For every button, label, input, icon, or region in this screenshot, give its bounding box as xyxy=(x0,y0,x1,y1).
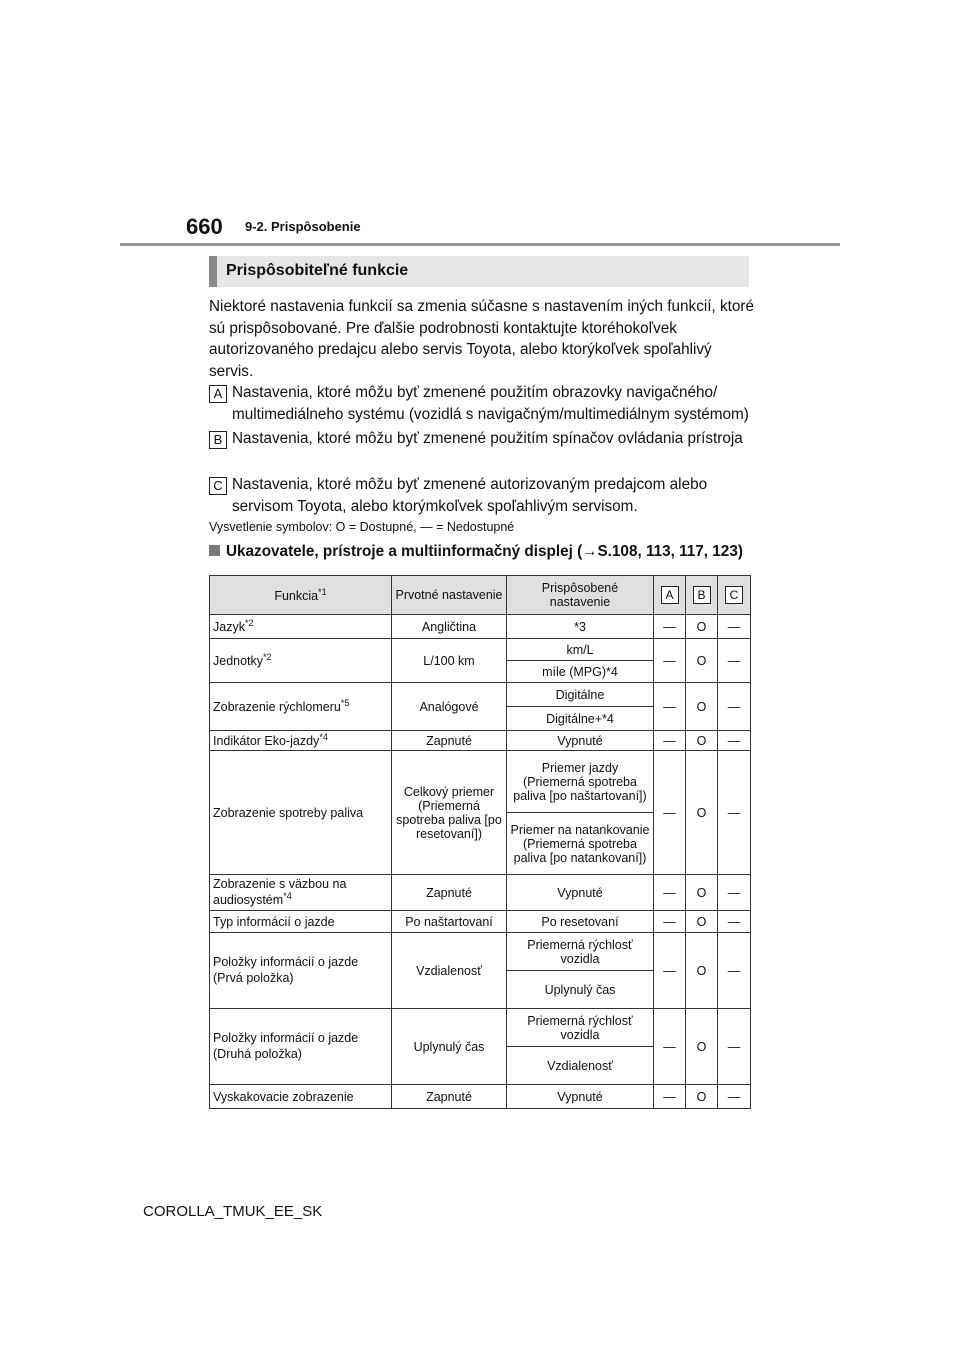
cell-b: O xyxy=(686,1009,718,1085)
table-row xyxy=(210,751,751,813)
cell-b: O xyxy=(686,683,718,731)
section-title: 9-2. Prispôsobenie xyxy=(245,219,361,234)
table-row xyxy=(210,639,751,661)
heading-bar xyxy=(209,256,217,287)
cell-c: — xyxy=(718,933,751,1009)
cell-custom: Vypnuté xyxy=(507,875,654,911)
table-header-row xyxy=(210,576,751,615)
cell-b: O xyxy=(686,615,718,639)
square-bullet-icon xyxy=(209,545,220,556)
list-item-b xyxy=(209,428,754,450)
cell-a: — xyxy=(654,683,686,731)
cell-function: Zobrazenie s väzbou na audiosystém$^{*4}$ xyxy=(210,875,392,911)
cell-a: — xyxy=(654,933,686,1009)
cell-a: — xyxy=(654,751,686,875)
cell-custom: Digitálne xyxy=(507,683,654,707)
cell-custom: km/L xyxy=(507,639,654,661)
subheading-text: Ukazovatele, prístroje a multiinformačný displej (→S.108, 113, 117, 123) xyxy=(226,543,743,560)
table-row xyxy=(210,1009,751,1047)
settings-table xyxy=(209,575,751,1109)
list-item-text: Nastavenia, ktoré môžu byť zmenené autorizovaným predajcom alebo servisom Toyota, alebo ktorýmkoľvek spoľahlivým servisom. xyxy=(232,476,708,515)
cell-default: Zapnuté xyxy=(392,731,507,751)
cell-custom: Priemer na natankovanie (Priemerná spotreba paliva [po natankovaní]) xyxy=(507,813,654,875)
table-row xyxy=(210,1085,751,1109)
cell-function: Položky informácií o jazde (Druhá položka) xyxy=(210,1009,392,1085)
cell-custom: Vypnuté xyxy=(507,731,654,751)
cell-a: — xyxy=(654,875,686,911)
cell-b: O xyxy=(686,1085,718,1109)
cell-c: — xyxy=(718,615,751,639)
cell-c: — xyxy=(718,731,751,751)
subheading xyxy=(209,543,743,561)
cell-function: Jednotky$^{*2}$ xyxy=(210,639,392,683)
table-row xyxy=(210,911,751,933)
cell-custom: Priemerná rýchlosť vozidla xyxy=(507,1009,654,1047)
cell-c: — xyxy=(718,639,751,683)
section-heading: Prispôsobiteľné funkcie xyxy=(226,262,409,279)
cell-function: Indikátor Eko-jazdy$^{*4}$ xyxy=(210,731,392,751)
list-item-a xyxy=(209,382,754,425)
cell-custom: Priemer jazdy (Priemerná spotreba paliva [po naštartovaní]) xyxy=(507,751,654,813)
cell-b: O xyxy=(686,751,718,875)
cell-c: — xyxy=(718,751,751,875)
cell-function: Jazyk$^{*2}$ xyxy=(210,615,392,639)
col-function: Funkcia$^{*1}$ xyxy=(210,576,392,615)
cell-default: Zapnuté xyxy=(392,1085,507,1109)
cell-custom: Uplynulý čas xyxy=(507,971,654,1009)
table-body xyxy=(210,615,751,1109)
cell-default: Zapnuté xyxy=(392,875,507,911)
col-b: B xyxy=(686,576,718,615)
intro-paragraph: Niektoré nastavenia funkcií sa zmenia súčasne s nastavením iných funkcií, ktoré sú prispôsobované. Pre ďalšie podrobnosti kontaktujte ktoréhokoľvek autorizovaného predajcu alebo servis Toyota, alebo ktorýkoľvek spoľahlivý servis. xyxy=(209,298,755,380)
cell-custom: Vzdialenosť xyxy=(507,1047,654,1085)
list-item-text: Nastavenia, ktoré môžu byť zmenené použitím obrazovky navigačného/ multimediálneho systému (vozidlá s navigačným/multimediálnym systémom) xyxy=(232,384,749,423)
cell-c: — xyxy=(718,1085,751,1109)
cell-default: Uplynulý čas xyxy=(392,1009,507,1085)
table-row xyxy=(210,933,751,971)
page-number: 660 xyxy=(186,214,223,239)
cell-b: O xyxy=(686,731,718,751)
cell-function: Zobrazenie spotreby paliva xyxy=(210,751,392,875)
table-row xyxy=(210,875,751,911)
cell-a: — xyxy=(654,911,686,933)
col-default: Prvotné nastavenie xyxy=(392,576,507,615)
cell-custom: Priemerná rýchlosť vozidla xyxy=(507,933,654,971)
cell-a: — xyxy=(654,1085,686,1109)
cell-c: — xyxy=(718,911,751,933)
cell-function: Zobrazenie rýchlomeru$^{*5}$ xyxy=(210,683,392,731)
cell-function: Vyskakovacie zobrazenie xyxy=(210,1085,392,1109)
cell-default: Celkový priemer (Priemerná spotreba paliva [po resetovaní]) xyxy=(392,751,507,875)
label-b: B xyxy=(209,431,227,449)
label-c: C xyxy=(209,477,227,495)
cell-a: — xyxy=(654,639,686,683)
table-row xyxy=(210,615,751,639)
cell-default: Po naštartovaní xyxy=(392,911,507,933)
cell-default: Analógové xyxy=(392,683,507,731)
cell-b: O xyxy=(686,875,718,911)
cell-custom: míle (MPG)*4 xyxy=(507,661,654,683)
list-item-c xyxy=(209,474,754,517)
cell-custom: Digitálne+*4 xyxy=(507,707,654,731)
cell-c: — xyxy=(718,875,751,911)
col-a: A xyxy=(654,576,686,615)
list-item-text: Nastavenia, ktoré môžu byť zmenené použitím spínačov ovládania prístroja xyxy=(232,430,743,447)
label-a: A xyxy=(209,385,227,403)
cell-default: Vzdialenosť xyxy=(392,933,507,1009)
cell-default: Angličtina xyxy=(392,615,507,639)
cell-b: O xyxy=(686,911,718,933)
table-row xyxy=(210,683,751,707)
footer-code: COROLLA_TMUK_EE_SK xyxy=(143,1203,323,1220)
cell-a: — xyxy=(654,615,686,639)
cell-a: — xyxy=(654,731,686,751)
cell-function: Typ informácií o jazde xyxy=(210,911,392,933)
cell-function: Položky informácií o jazde (Prvá položka) xyxy=(210,933,392,1009)
cell-a: — xyxy=(654,1009,686,1085)
col-custom: Prispôsobené nastavenie xyxy=(507,576,654,615)
section-heading-box xyxy=(209,256,749,287)
symbol-legend: Vysvetlenie symbolov: O = Dostupné, — = Nedostupné xyxy=(209,520,515,534)
cell-custom: Po resetovaní xyxy=(507,911,654,933)
cell-c: — xyxy=(718,1009,751,1085)
col-c: C xyxy=(718,576,751,615)
cell-b: O xyxy=(686,933,718,1009)
cell-b: O xyxy=(686,639,718,683)
cell-custom: Vypnuté xyxy=(507,1085,654,1109)
cell-default: L/100 km xyxy=(392,639,507,683)
header-rule xyxy=(120,243,840,246)
table-row xyxy=(210,731,751,751)
cell-c: — xyxy=(718,683,751,731)
cell-custom: *3 xyxy=(507,615,654,639)
